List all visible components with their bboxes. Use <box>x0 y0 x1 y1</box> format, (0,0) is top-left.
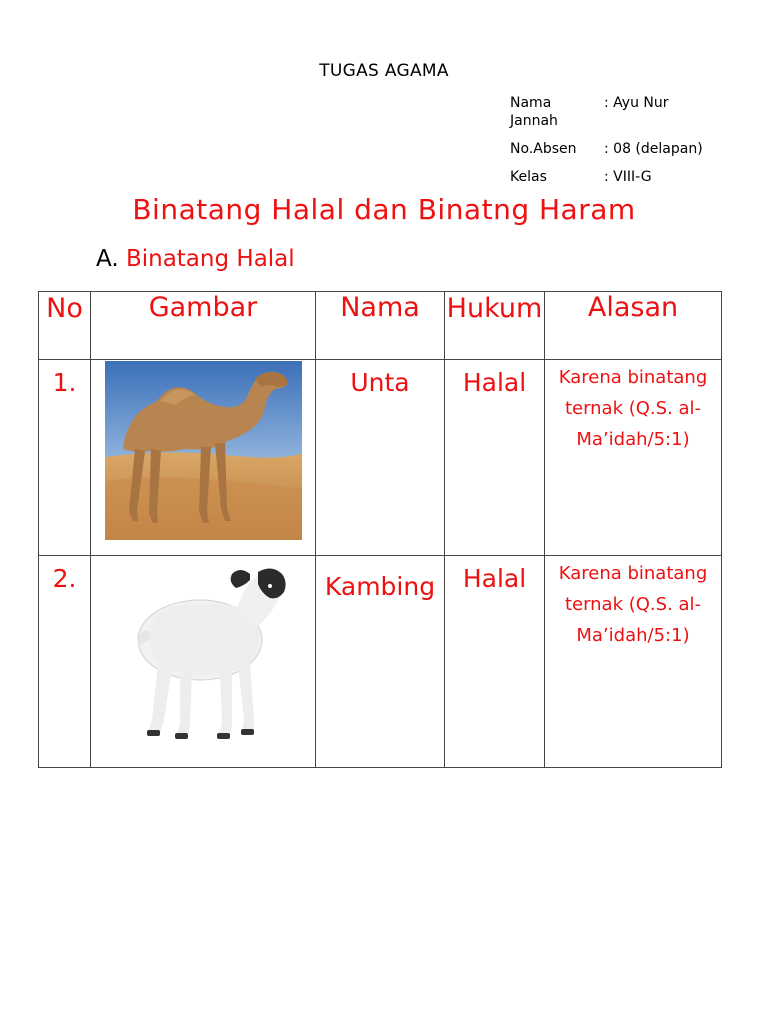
absence-number-line <box>510 140 703 158</box>
name-value: : Ayu Nur Jannah <box>510 95 669 129</box>
table-header-row <box>39 292 722 360</box>
animal-reason: Karena binatang ternak (Q.S. al-Ma’idah/5:1) <box>545 360 722 556</box>
header-nama: Nama <box>316 292 445 360</box>
animal-ruling: Halal <box>445 556 545 768</box>
section-name: Binatang Halal <box>125 246 295 272</box>
animal-ruling: Halal <box>445 360 545 556</box>
animals-table <box>38 291 722 768</box>
header-gambar: Gambar <box>91 292 316 360</box>
name-label: Nama <box>510 95 552 111</box>
class-line <box>510 168 652 186</box>
picture-cell <box>91 360 316 556</box>
goat-photo <box>118 560 288 742</box>
animal-name: Unta <box>316 360 445 556</box>
header-no: No <box>39 292 91 360</box>
section-letter: A. <box>96 246 119 272</box>
table-row <box>39 556 722 768</box>
class-label: Kelas <box>510 169 547 185</box>
table-row <box>39 360 722 556</box>
class-value: : VIII-G <box>604 169 652 185</box>
row-number: 2. <box>39 556 91 768</box>
picture-cell <box>91 556 316 768</box>
header-alasan: Alasan <box>545 292 722 360</box>
row-number: 1. <box>39 360 91 556</box>
animal-name: Kambing <box>316 556 445 768</box>
document-title: TUGAS AGAMA <box>319 61 449 81</box>
absence-label: No.Absen <box>510 141 577 157</box>
animal-reason: Karena binatang ternak (Q.S. al-Ma’idah/5:1) <box>545 556 722 768</box>
header-hukum: Hukum <box>445 292 545 360</box>
absence-value: : 08 (delapan) <box>604 141 703 157</box>
student-name-line <box>510 94 720 130</box>
main-title: Binatang Halal dan Binatng Haram <box>132 193 636 226</box>
section-heading <box>96 246 295 272</box>
camel-photo <box>105 361 302 540</box>
